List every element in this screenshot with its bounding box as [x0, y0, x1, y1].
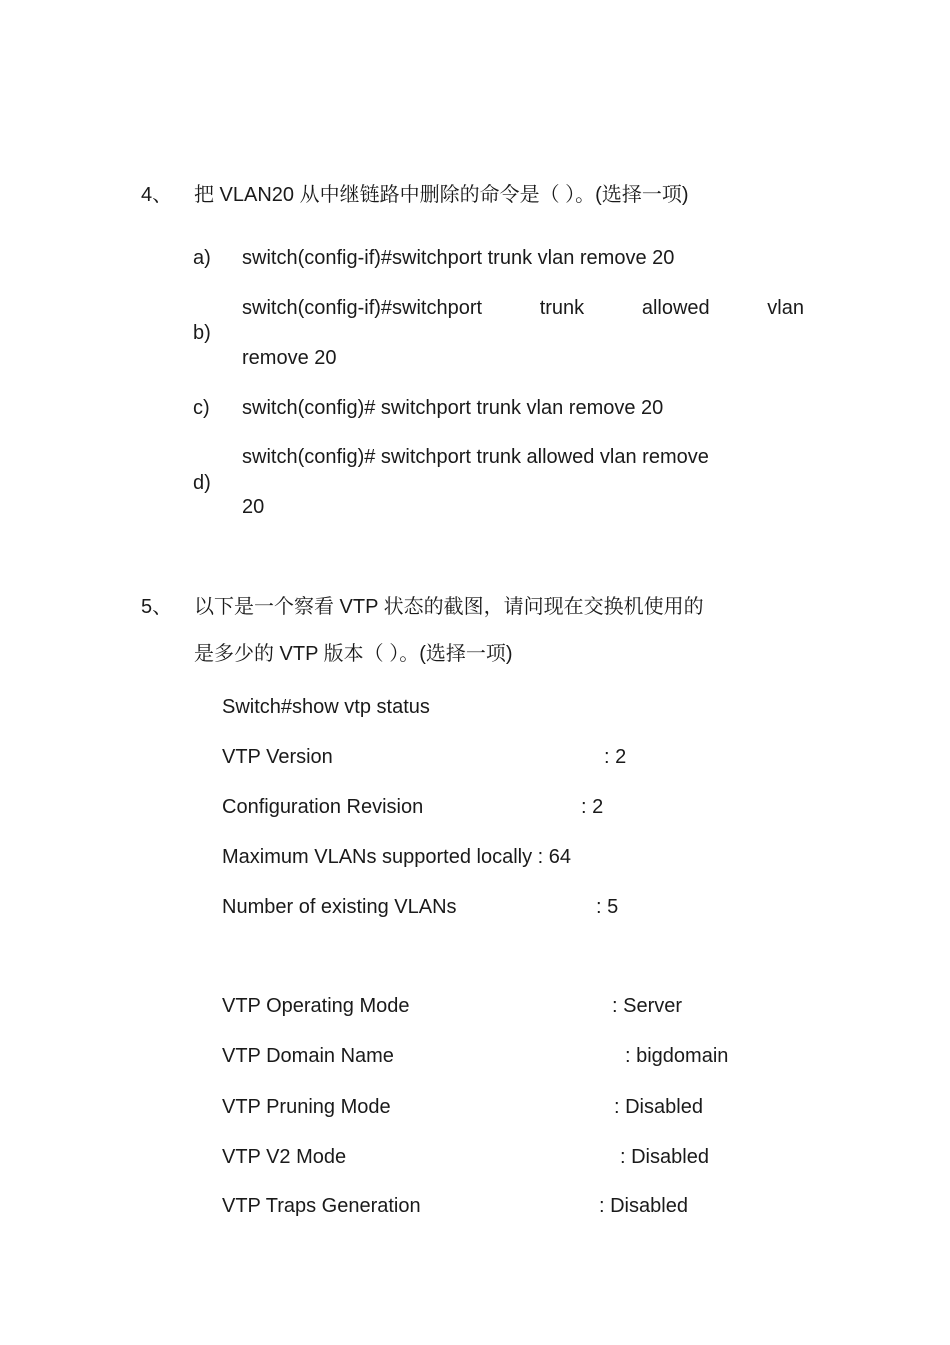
vtp-row-value: : 2 [581, 796, 604, 818]
vtp-row-value: : 5 [596, 896, 619, 918]
vtp-row-label: Configuration Revision [222, 796, 424, 818]
question-5-number: 5、 [141, 596, 173, 618]
vtp-row-label: VTP V2 Mode [222, 1146, 347, 1168]
vtp-row-label: Number of existing VLANs [222, 896, 457, 918]
question-4-stem: 把 VLAN20 从中继链路中删除的命令是（ ）。(选择一项) [194, 184, 689, 206]
vtp-row-value: : Server [612, 995, 683, 1017]
vtp-row-label: VTP Traps Generation [222, 1195, 421, 1217]
option-d-text-line2: 20 [242, 496, 265, 518]
vtp-row-value: : Disabled [620, 1146, 709, 1168]
option-d-text-line1: switch(config)# switchport trunk allowed vlan remove [242, 446, 709, 468]
question-4-number: 4、 [141, 184, 173, 206]
option-b-text-line2: remove 20 [242, 347, 337, 369]
question-5-stem-line2: 是多少的 VTP 版本（ ）。(选择一项) [194, 643, 513, 665]
option-a-label: a) [193, 247, 211, 269]
vtp-command: Switch#show vtp status [222, 696, 430, 718]
question-5-stem-line1: 以下是一个察看 VTP 状态的截图，请问现在交换机使用的 [194, 596, 704, 618]
vtp-row-label: VTP Operating Mode [222, 995, 410, 1017]
option-c-text: switch(config)# switchport trunk vlan remove 20 [242, 397, 664, 419]
vtp-row-label: Maximum VLANs supported locally : 64 [222, 846, 572, 868]
vtp-row-label: VTP Version [222, 746, 333, 768]
vtp-row-value: : Disabled [614, 1096, 703, 1118]
option-b-word: vlan [767, 297, 804, 319]
option-c-label: c) [193, 397, 210, 419]
option-b-word: allowed [641, 297, 710, 319]
option-a-text: switch(config-if)#switchport trunk vlan remove 20 [242, 247, 675, 269]
vtp-row-label: VTP Domain Name [222, 1045, 394, 1067]
vtp-row-value: : bigdomain [625, 1045, 729, 1067]
vtp-row-label: VTP Pruning Mode [222, 1096, 391, 1118]
option-b-word: switch(config-if)#switchport [242, 297, 483, 319]
option-d-label: d) [193, 472, 211, 494]
vtp-row-value: : Disabled [599, 1195, 688, 1217]
option-b-label: b) [193, 322, 211, 344]
option-b-word: trunk [539, 297, 585, 319]
option-b-text-line1 [242, 298, 804, 318]
vtp-row-value: : 2 [604, 746, 627, 768]
